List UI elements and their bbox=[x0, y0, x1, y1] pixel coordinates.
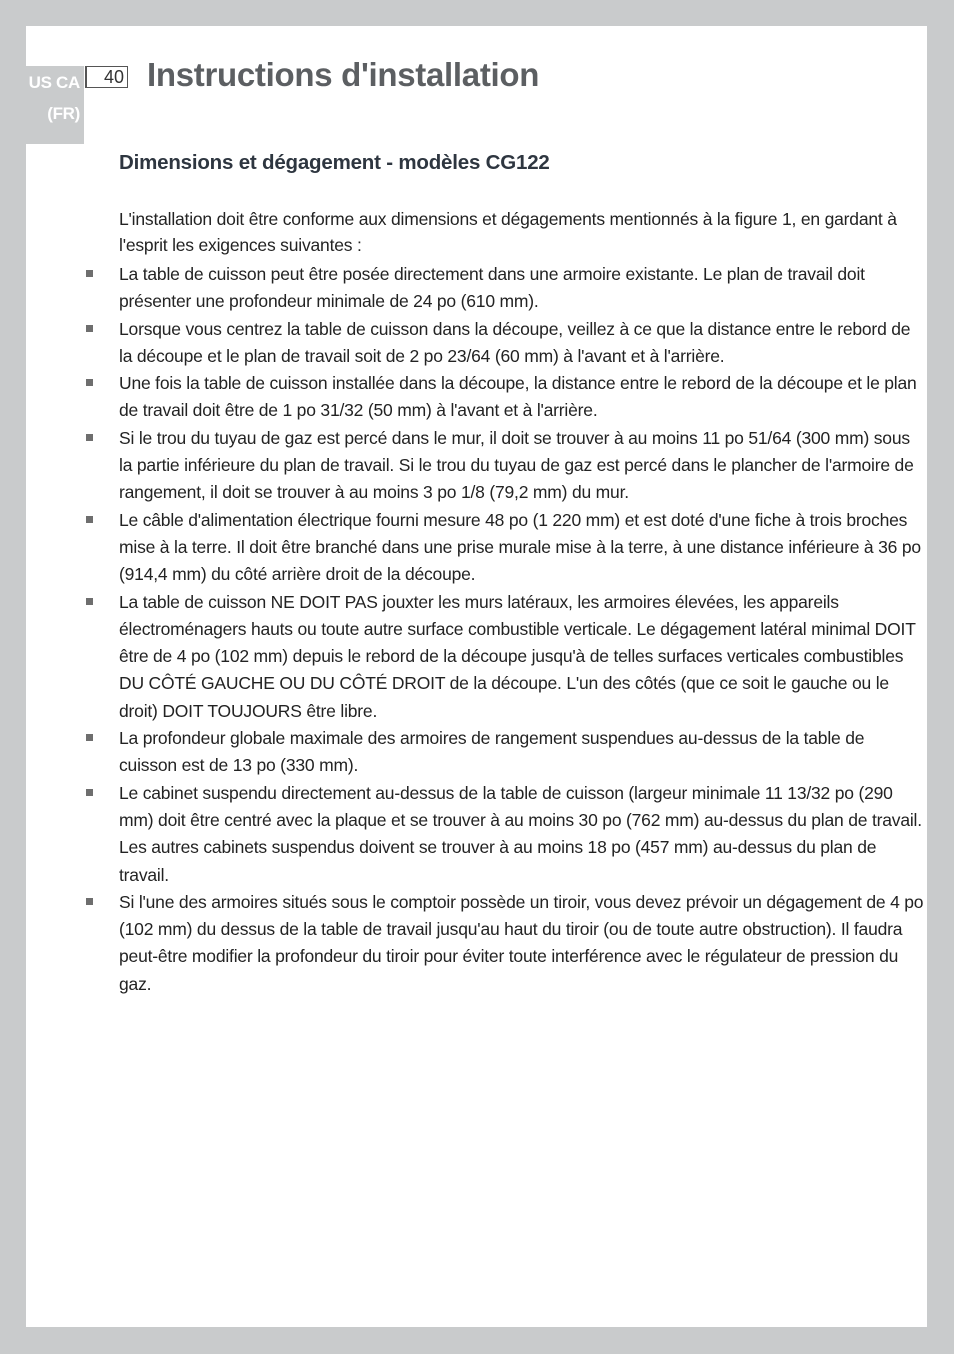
bullet-square-icon bbox=[86, 270, 93, 277]
list-item bbox=[119, 425, 924, 507]
list-item-text: Une fois la table de cuisson installée dans la découpe, la distance entre le rebord de la découpe et le plan de travail doit être de 1 po 31/32 (50 mm) à l'avant et à l'arrière. bbox=[119, 373, 917, 421]
bullet-square-icon bbox=[86, 734, 93, 741]
bullet-square-icon bbox=[86, 516, 93, 523]
list-item bbox=[119, 889, 924, 998]
main-content bbox=[119, 151, 924, 998]
language-tab bbox=[26, 66, 84, 144]
page-number: 40 bbox=[85, 66, 128, 88]
region-label: US CA bbox=[28, 73, 80, 92]
bullet-square-icon bbox=[86, 379, 93, 386]
list-item bbox=[119, 316, 924, 371]
list-item bbox=[119, 589, 924, 725]
language-label: (FR) bbox=[47, 104, 80, 123]
list-item-text: Le cabinet suspendu directement au-dessus de la table de cuisson (largeur minimale 11 13/32 po (290 mm) doit être centré avec la plaque et se trouver à au moins 30 po (762 mm) au-dessus du plan de travail. Les autres cabinets suspendus doivent se trouver à au moins 18 po (457 mm) au-dessus du plan de travail. bbox=[119, 782, 922, 885]
list-item-text: Si le trou du tuyau de gaz est percé dans le mur, il doit se trouver à au moins 11 po 51/64 (300 mm) sous la partie inférieure du plan de travail. Si le trou du tuyau de gaz est percé dans le plancher de l'armoire de rangement, il doit se trouver à au moins 3 po 1/8 (79,2 mm) du mur. bbox=[119, 427, 914, 503]
bullet-square-icon bbox=[86, 598, 93, 605]
document-page bbox=[26, 26, 927, 1327]
list-item bbox=[119, 261, 924, 316]
section-heading: Dimensions et dégagement - modèles CG122 bbox=[119, 151, 550, 174]
intro-paragraph: L'installation doit être conforme aux dimensions et dégagements mentionnés à la figure 1, en gardant à l'esprit les exigences suivantes : bbox=[119, 209, 897, 255]
list-item-text: La table de cuisson NE DOIT PAS jouxter les murs latéraux, les armoires élevées, les appareils électroménagers hauts ou toute autre surface combustible verticale. Le dégagement latéral minimal DOIT être de 4 po (102 mm) depuis le rebord de la découpe jusqu'à de telles surfaces verticales combustibles DU CÔTÉ GAUCHE OU DU CÔTÉ DROIT de la découpe. L'un des côtés (que ce soit le gauche ou le droit) DOIT TOUJOURS être libre. bbox=[119, 591, 916, 721]
list-item-text: La table de cuisson peut être posée directement dans une armoire existante. Le plan de travail doit présenter une profondeur minimale de 24 po (610 mm). bbox=[119, 264, 865, 312]
bullet-square-icon bbox=[86, 325, 93, 332]
list-item bbox=[119, 780, 924, 889]
list-item bbox=[119, 370, 924, 425]
list-item bbox=[119, 507, 924, 589]
bullet-square-icon bbox=[86, 434, 93, 441]
page-title: Instructions d'installation bbox=[147, 56, 540, 93]
requirements-list bbox=[119, 261, 924, 998]
list-item-text: Si l'une des armoires situés sous le comptoir possède un tiroir, vous devez prévoir un dégagement de 4 po (102 mm) du dessus de la table de travail jusqu'au haut du tiroir (ou de toute autre obstruction). Il faudra peut-être modifier la profondeur du tiroir pour éviter toute interférence avec le régulateur de pression du gaz. bbox=[119, 891, 924, 994]
list-item-text: Le câble d'alimentation électrique fourni mesure 48 po (1 220 mm) et est doté d'une fiche à trois broches mise à la terre. Il doit être branché dans une prise murale mise à la terre, à une distance inférieure à 36 po (914,4 mm) du côté arrière droit de la découpe. bbox=[119, 509, 921, 585]
bullet-square-icon bbox=[86, 898, 93, 905]
list-item-text: Lorsque vous centrez la table de cuisson dans la découpe, veillez à ce que la distance entre le rebord de la découpe et le plan de travail soit de 2 po 23/64 (60 mm) à l'avant et à l'arrière. bbox=[119, 318, 911, 366]
list-item bbox=[119, 725, 924, 780]
bullet-square-icon bbox=[86, 789, 93, 796]
list-item-text: La profondeur globale maximale des armoires de rangement suspendues au-dessus de la table de cuisson est de 13 po (330 mm). bbox=[119, 728, 865, 776]
